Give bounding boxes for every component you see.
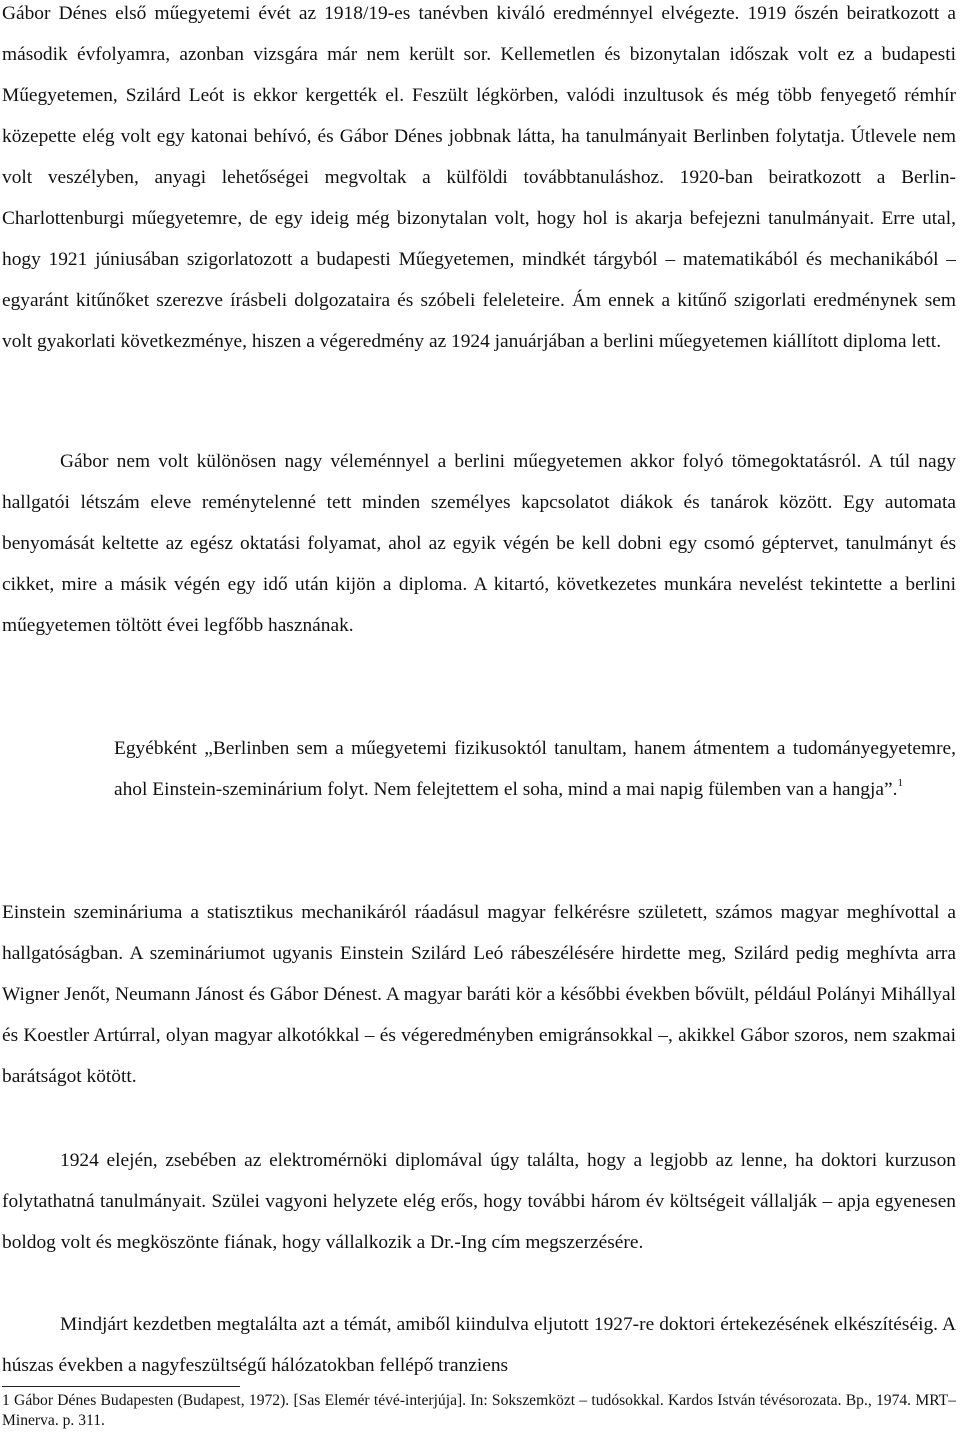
- block-quote-text: Egyébként „Berlinben sem a műegyetemi fizikusoktól tanultam, hanem átmentem a tudományegyetemre, ahol Einstein-szeminárium folyt. Nem felejtettem el soha, mind a mai napig fülemben van a hangja”.: [114, 738, 956, 800]
- paragraph-2: Gábor nem volt különösen nagy véleménnyel a berlini műegyetemen akkor folyó tömegoktatásról. A túl nagy hallgatói létszám eleve reménytelenné tett minden személyes kapcsolatot diákok és tanárok között. Egy automata benyomását keltette az egész oktatási folyamat, ahol az egyik végén be kell dobni egy csomó géptervet, tanulmányt és cikket, mire a másik végén egy idő után kijön a diploma. A kitartó, következetes munkára nevelést tekintette a berlini műegyetemen töltött évei legfőbb hasznának.: [2, 451, 956, 636]
- footnote-separator: [2, 1386, 240, 1387]
- paragraph-5: Mindjárt kezdetben megtalálta azt a témát, amiből kiindulva eljutott 1927-re doktori értekezésének elkészítéséig. A húszas években a nagyfeszültségű hálózatokban fellépő tranziens: [2, 1314, 956, 1376]
- footnote-reference[interactable]: 1: [897, 777, 903, 789]
- paragraph-4: 1924 elején, zsebében az elektromérnöki diplomával úgy találta, hogy a legjobb az lenne, ha doktori kurzuson folytathatná tanulmányait. Szülei vagyoni helyzete elég erős, hogy további három év költségeit vállalják – apja egyenesen boldog volt és megköszönte fiának, hogy vállalkozik a Dr.-Ing cím megszerzésére.: [2, 1150, 956, 1253]
- footnote-1: 1 Gábor Dénes Budapesten (Budapest, 1972). [Sas Elemér tévé-interjúja]. In: Sokszemközt – tudósokkal. Kardos István tévésorozata. Bp., 1974. MRT–Minerva. p. 311.: [2, 1392, 956, 1429]
- paragraph-1: Gábor Dénes első műegyetemi évét az 1918/19-es tanévben kiváló eredménnyel elvégezte. 1919 őszén beiratkozott a második évfolyamra, azonban vizsgára már nem került sor. Kellemetlen és bizonytalan időszak volt ez a budapesti Műegyetemen, Szilárd Leót is ekkor kergették el. Feszült légkörben, valódi inzultusok és még több fenyegető rémhír közepette elég volt egy katonai behívó, és Gábor Dénes jobbnak látta, ha tanulmányait Berlinben folytatja. Útlevele nem volt veszélyben, anyagi lehetőségei megvoltak a külföldi továbbtanuláshoz. 1920-ban beiratkozott a Berlin-Charlottenburgi műegyetemre, de egy ideig még bizonytalan volt, hogy hol is akarja befejezni tanulmányait. Erre utal, hogy 1921 júniusában szigorlatozott a budapesti Műegyetemen, mindkét tárgyból – matematikából és mechanikából – egyaránt kitűnőket szerezve írásbeli dolgozataira és szóbeli feleleteire. Ám ennek a kitűnő szigorlati eredménynek sem volt gyakorlati következménye, hiszen a végeredmény az 1924 januárjában a berlini műegyetemen kiállított diploma lett.: [2, 3, 956, 352]
- block-quote: [114, 728, 956, 810]
- paragraph-3: Einstein szemináriuma a statisztikus mechanikáról ráadásul magyar felkérésre született, számos magyar meghívottal a hallgatóságban. A szemináriumot ugyanis Einstein Szilárd Leó rábeszélésére hirdette meg, Szilárd pedig meghívta arra Wigner Jenőt, Neumann Jánost és Gábor Dénest. A magyar baráti kör a későbbi években bővült, például Polányi Mihállyal és Koestler Artúrral, olyan magyar alkotókkal – és végeredményben emigránsokkal –, akikkel Gábor szoros, nem szakmai barátságot kötött.: [2, 902, 956, 1087]
